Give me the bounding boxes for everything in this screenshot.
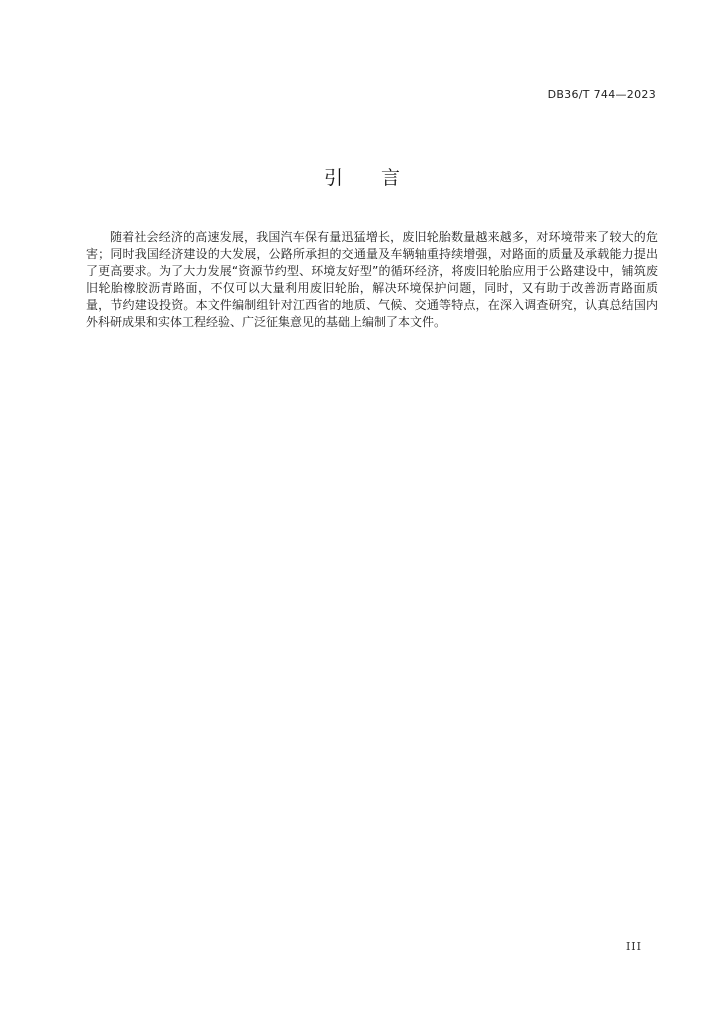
section-title: 引言 [323,167,438,189]
standard-code: DB36/T 744—2023 [547,88,656,101]
introduction-paragraph: 随着社会经济的高速发展，我国汽车保有量迅猛增长，废旧轮胎数量越来越多，对环境带来了较大的危害；同时我国经济建设的大发展，公路所承担的交通量及车辆轴重持续增强，对路面的质量及承载能力提出了更高要求。为了大力发展“资源节约型、环境友好型”的循环经济，将废旧轮胎应用于公路建设中，铺筑废旧轮胎橡胶沥青路面，不仅可以大量利用废旧轮胎，解决环境保护问题，同时，又有助于改善沥青路面质量，节约建设投资。本文件编制组针对江西省的地质、气候、交通等特点，在深入调查研究，认真总结国内外科研成果和实体工程经验、广泛征集意见的基础上编制了本文件。 [86,230,658,329]
page-number: III [625,940,642,953]
